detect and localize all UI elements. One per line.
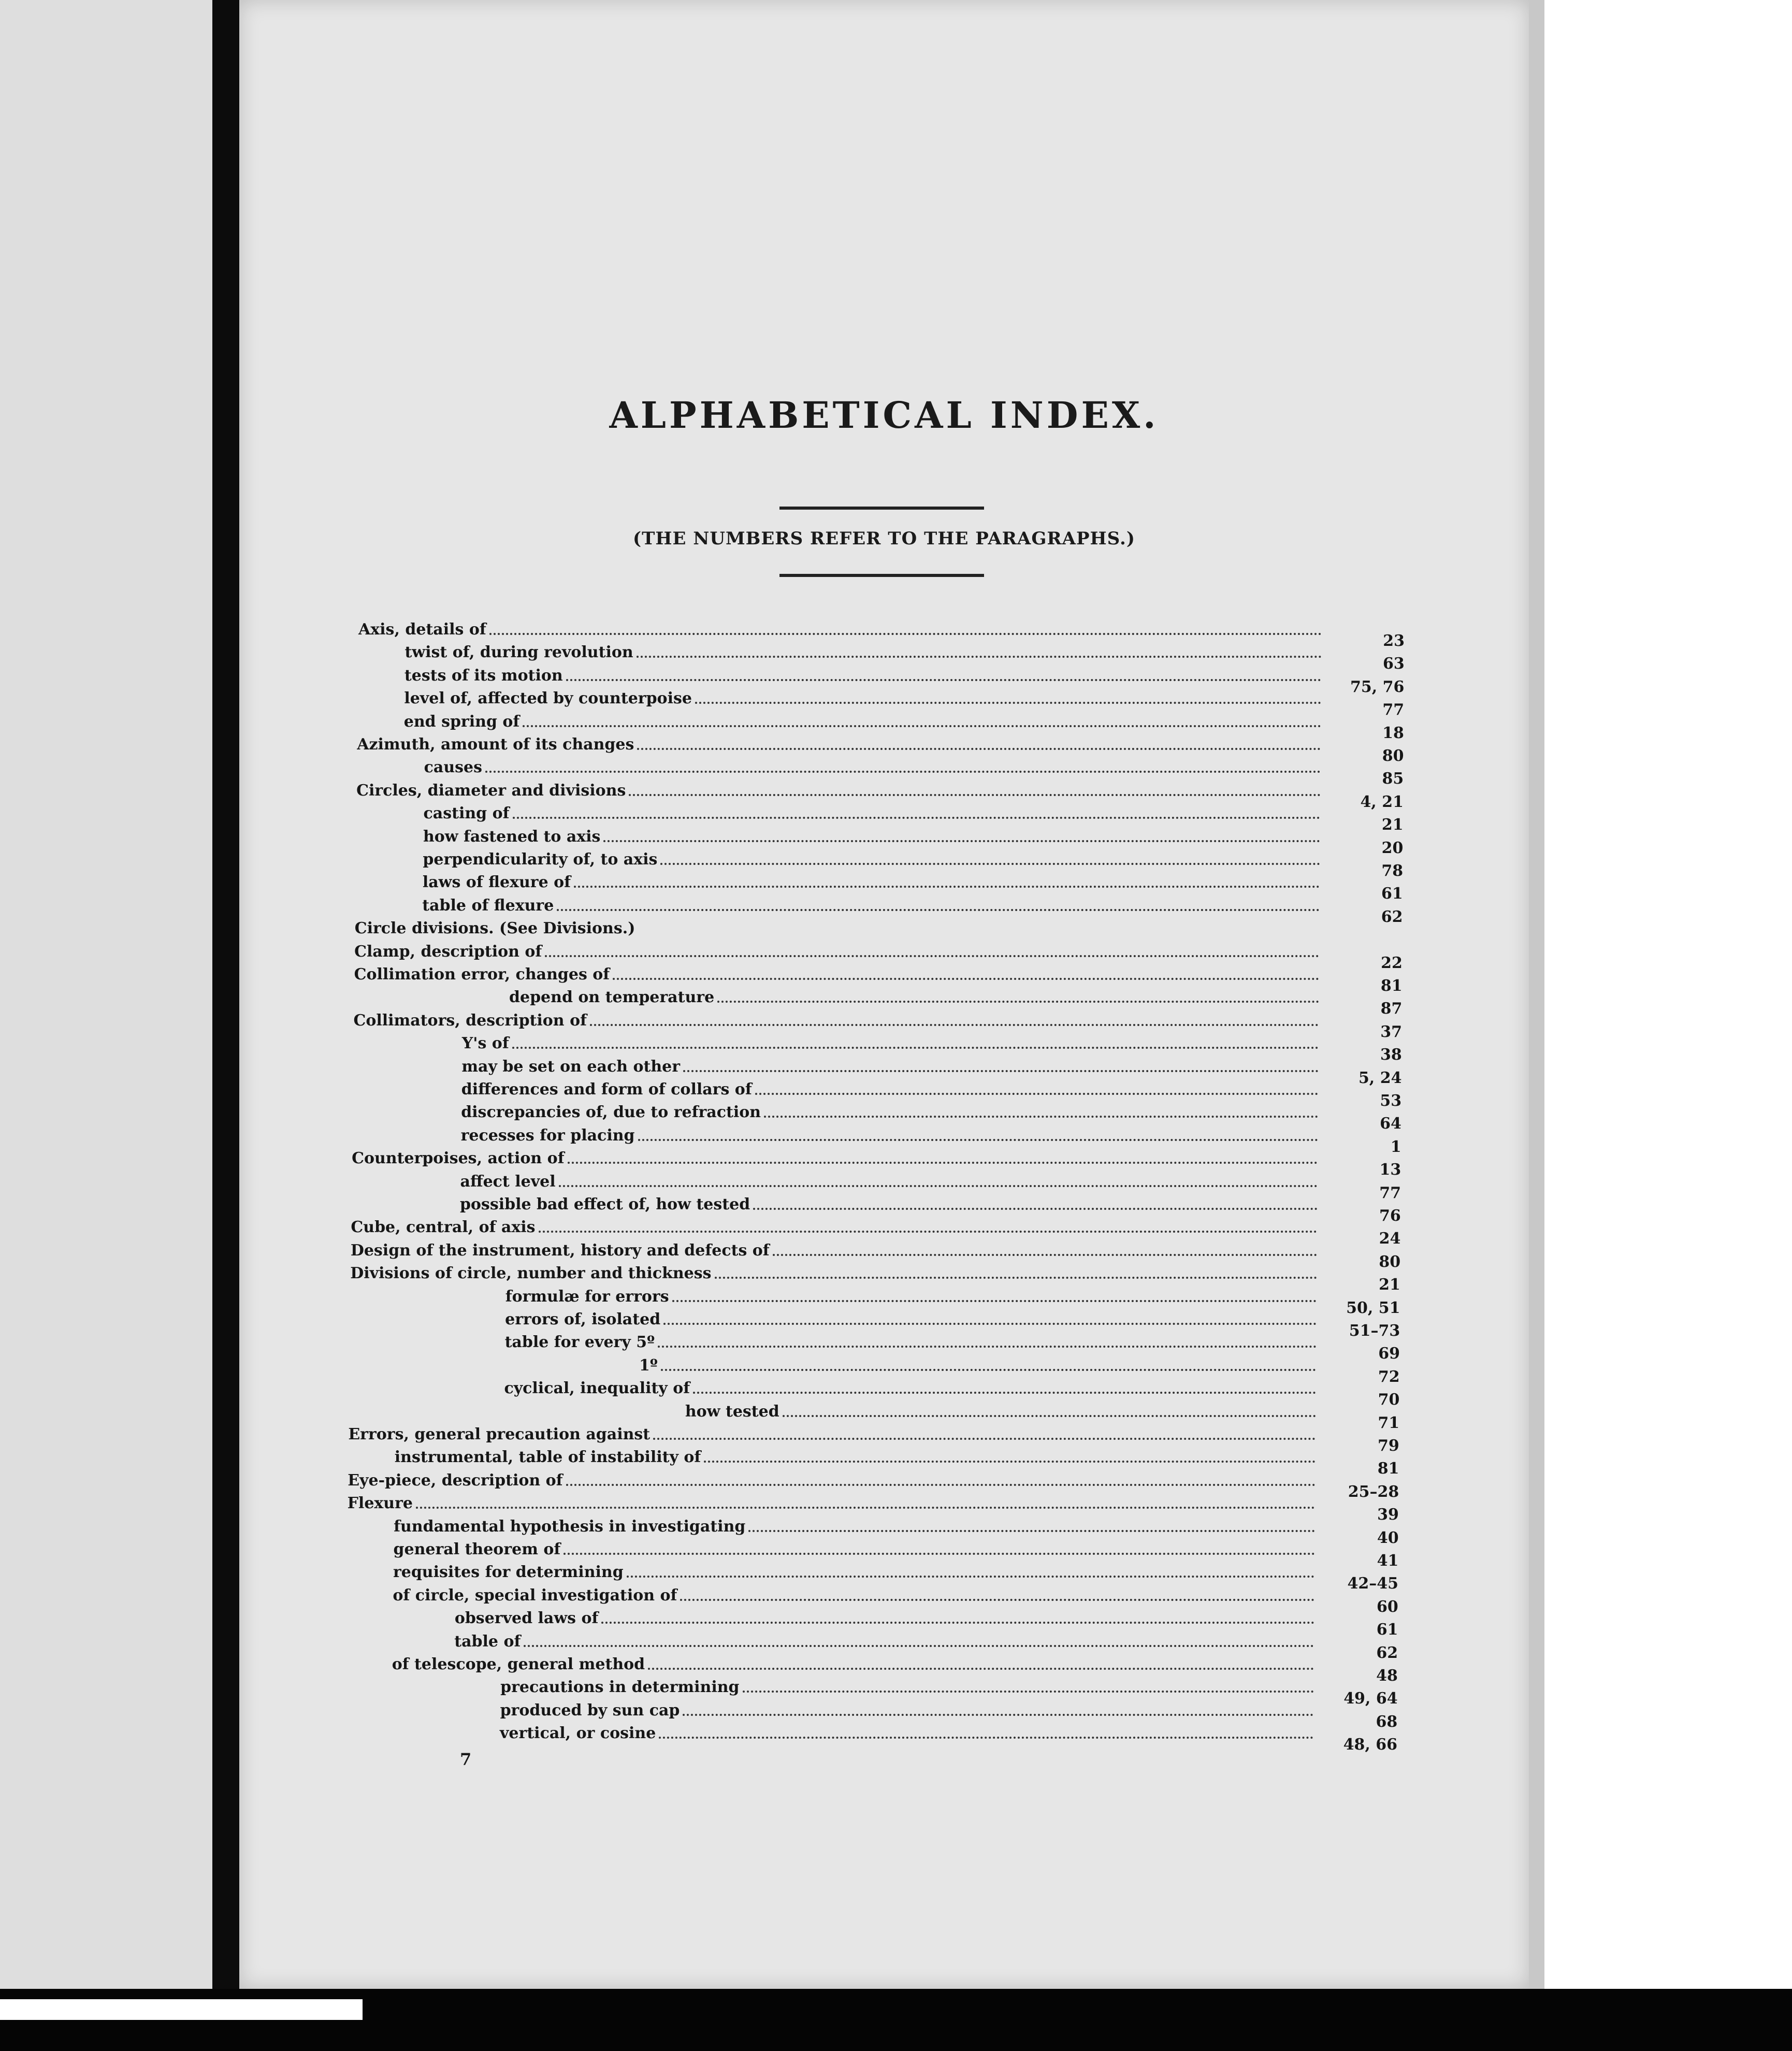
dot-leader — [416, 1507, 1315, 1509]
index-term: possible bad effect of, how tested — [459, 1195, 750, 1214]
index-paragraph-number: 24 — [1379, 1230, 1401, 1248]
dot-leader — [566, 1484, 1316, 1486]
dot-leader — [523, 725, 1321, 727]
dot-leader — [513, 817, 1321, 819]
index-paragraph-number: 42–45 — [1347, 1575, 1399, 1593]
dot-leader — [683, 1714, 1313, 1716]
index-paragraph-number: 80 — [1379, 1252, 1401, 1271]
index-term: produced by sun cap — [500, 1701, 680, 1720]
index-term: Clamp, description of — [354, 942, 542, 961]
index-term: Counterpoises, action of — [352, 1149, 565, 1168]
index-term: Eye-piece, description of — [348, 1471, 563, 1490]
index-entry — [357, 733, 1326, 756]
dot-leader — [539, 1231, 1318, 1233]
index-paragraph-number: 85 — [1382, 770, 1404, 788]
dot-leader — [574, 886, 1320, 888]
index-paragraph-number: 4, 21 — [1360, 792, 1404, 811]
index-term: general theorem of — [393, 1540, 561, 1558]
index-term: end spring of — [403, 712, 520, 731]
index-paragraph-number: 60 — [1377, 1597, 1398, 1616]
dot-leader — [489, 633, 1322, 635]
index-term: of telescope, general method — [392, 1655, 645, 1673]
index-paragraph-number: 77 — [1379, 1183, 1401, 1202]
index-paragraph-number: 50, 51 — [1346, 1298, 1400, 1317]
index-paragraph-number: 63 — [1382, 655, 1405, 673]
dot-leader — [773, 1254, 1317, 1256]
index-entry — [685, 1400, 1321, 1423]
index-term: perpendicularity of, to axis — [423, 850, 658, 869]
index-paragraph-number: 18 — [1382, 724, 1404, 742]
index-term: how tested — [685, 1402, 779, 1421]
index-entry — [404, 665, 1326, 687]
dot-leader — [638, 1139, 1318, 1141]
index-paragraph-number: 81 — [1377, 1460, 1399, 1478]
index-paragraph-number: 21 — [1381, 816, 1404, 834]
index-entry — [504, 1377, 1321, 1400]
index-entry — [460, 1193, 1323, 1216]
index-paragraph-number: 37 — [1380, 1022, 1403, 1041]
index-entry — [395, 1446, 1321, 1469]
index-paragraph-number: 38 — [1380, 1046, 1402, 1064]
index-term: table for every 5º — [504, 1333, 655, 1352]
index-entry — [454, 1630, 1319, 1653]
dot-leader — [660, 863, 1320, 865]
index-term: Cube, central, of axis — [351, 1218, 536, 1237]
index-term: depend on temperature — [509, 988, 715, 1007]
dot-leader — [753, 1208, 1317, 1210]
index-entry — [500, 1676, 1319, 1699]
index-term: Flexure — [347, 1494, 413, 1513]
index-term: requisites for determining — [393, 1563, 624, 1582]
index-entry — [423, 871, 1325, 894]
index-entry — [460, 1171, 1323, 1193]
index-term: Circles, diameter and divisions — [356, 781, 626, 800]
index-paragraph-number: 61 — [1381, 885, 1403, 903]
dot-leader — [653, 1438, 1316, 1440]
dot-leader — [717, 1001, 1319, 1003]
index-paragraph-number: 80 — [1382, 747, 1404, 765]
index-entry — [455, 1607, 1320, 1630]
index-entry — [505, 1286, 1322, 1308]
index-entry — [351, 1239, 1322, 1262]
dot-leader — [693, 1392, 1316, 1394]
index-term: discrepancies of, due to refraction — [461, 1103, 761, 1122]
index-paragraph-number: 22 — [1381, 954, 1403, 972]
index-entry — [505, 1331, 1322, 1354]
index-term: cyclical, inequality of — [504, 1379, 690, 1398]
index-paragraph-number: 40 — [1377, 1528, 1399, 1547]
dot-leader — [566, 679, 1322, 681]
index-entry — [505, 1308, 1322, 1331]
dot-leader — [704, 1461, 1316, 1463]
index-entry — [394, 1515, 1320, 1538]
index-entry — [424, 756, 1326, 779]
dot-leader — [683, 1070, 1319, 1072]
index-paragraph-number: 5, 24 — [1358, 1068, 1402, 1087]
index-paragraph-number: 77 — [1382, 701, 1405, 719]
index-entry — [424, 802, 1326, 825]
index-paragraph-number: 79 — [1378, 1437, 1399, 1455]
index-entry — [355, 917, 1325, 940]
dot-leader — [557, 909, 1320, 911]
dot-leader — [743, 1691, 1314, 1693]
index-term: fundamental hypothesis in investigating — [394, 1517, 746, 1536]
index-paragraph-number: 69 — [1378, 1345, 1400, 1363]
dot-leader — [715, 1277, 1317, 1279]
dot-leader — [603, 840, 1320, 842]
dot-leader — [648, 1668, 1314, 1670]
dot-leader — [695, 702, 1321, 704]
index-term: Y's of — [461, 1034, 509, 1053]
dot-leader — [629, 794, 1320, 796]
index-term: casting of — [423, 804, 510, 823]
index-term: Azimuth, amount of its changes — [357, 735, 634, 754]
index-entry — [352, 1147, 1323, 1170]
page-title: ALPHABETICAL INDEX. — [609, 394, 1159, 437]
dot-leader — [485, 771, 1321, 773]
index-paragraph-number: 20 — [1381, 839, 1404, 857]
index-term: differences and form of collars of — [461, 1080, 752, 1099]
index-paragraph-number: 23 — [1383, 632, 1405, 650]
dot-leader — [568, 1162, 1318, 1164]
index-term: causes — [424, 758, 483, 777]
dot-leader — [637, 748, 1321, 750]
index-entry — [348, 1492, 1321, 1515]
index-entry — [358, 618, 1327, 641]
index-term: formulæ for errors — [505, 1287, 669, 1306]
dot-leader — [512, 1047, 1319, 1049]
index-term: errors of, isolated — [505, 1310, 661, 1328]
index-entry — [461, 1078, 1324, 1101]
dot-leader — [637, 656, 1322, 658]
index-paragraph-number: 87 — [1380, 1000, 1403, 1018]
index-term: precautions in determining — [500, 1678, 740, 1697]
dot-leader — [627, 1576, 1315, 1578]
index-paragraph-number: 61 — [1376, 1621, 1398, 1639]
index-term: laws of flexure of — [422, 873, 571, 892]
index-paragraph-number: 78 — [1381, 862, 1404, 880]
index-paragraph-number: 64 — [1380, 1115, 1401, 1133]
index-paragraph-number: 48 — [1376, 1667, 1398, 1685]
index-entry — [393, 1584, 1320, 1607]
index-entry — [500, 1722, 1319, 1745]
index-entry — [404, 711, 1326, 733]
index-paragraph-number: 81 — [1380, 977, 1403, 995]
index-entry — [354, 941, 1324, 963]
index-term: Collimators, description of — [353, 1011, 587, 1030]
index-paragraph-number: 1 — [1390, 1137, 1401, 1156]
index-entry — [423, 826, 1325, 848]
index-entry — [348, 1469, 1320, 1492]
index-paragraph-number: 25–28 — [1348, 1482, 1399, 1501]
index-paragraph-number: 41 — [1377, 1552, 1399, 1570]
dot-leader — [748, 1530, 1315, 1532]
dot-leader — [755, 1093, 1319, 1095]
index-term: table of — [454, 1632, 521, 1651]
dot-leader — [680, 1599, 1314, 1601]
index-entry — [462, 1032, 1324, 1055]
index-entry — [423, 848, 1325, 871]
index-paragraph-number: 51–73 — [1349, 1322, 1400, 1340]
index-entry — [461, 1101, 1323, 1124]
index-entry — [350, 1262, 1322, 1285]
index-entry — [509, 986, 1324, 1009]
index-entry — [461, 1056, 1323, 1078]
index-term: 1º — [639, 1356, 658, 1375]
index-paragraph-number: 21 — [1379, 1276, 1400, 1294]
index-entry — [348, 1423, 1321, 1446]
index-term: tests of its motion — [404, 666, 563, 685]
dot-leader — [672, 1300, 1317, 1302]
index-term: level of, affected by counterpoise — [404, 689, 692, 708]
index-paragraph-number: 53 — [1380, 1092, 1402, 1110]
index-entry — [354, 963, 1324, 986]
dot-leader — [658, 1346, 1317, 1348]
dot-leader — [783, 1415, 1316, 1417]
index-term: table of flexure — [422, 896, 554, 915]
index-paragraph-number: 62 — [1381, 907, 1403, 926]
dot-leader — [663, 1323, 1317, 1325]
dot-leader — [659, 1737, 1313, 1739]
dot-leader — [590, 1024, 1319, 1026]
dot-leader — [601, 1622, 1314, 1624]
index-entry — [500, 1699, 1319, 1722]
index-term: observed laws of — [454, 1609, 599, 1628]
index-entry — [404, 687, 1326, 710]
index-paragraph-number: 72 — [1378, 1367, 1400, 1386]
index-entry — [353, 1009, 1324, 1032]
index-entry — [422, 894, 1325, 917]
signature-mark: 7 — [460, 1750, 472, 1769]
index-paragraph-number: 49, 64 — [1343, 1689, 1398, 1708]
index-term: instrumental, table of instability of — [394, 1448, 701, 1467]
index-term: Errors, general precaution against — [348, 1425, 651, 1443]
index-term: recesses for placing — [460, 1126, 635, 1145]
index-term: affect level — [460, 1172, 556, 1191]
index-term: Circle divisions. (See Divisions.) — [354, 919, 635, 938]
index-term: Collimation error, changes of — [354, 965, 610, 984]
index-paragraph-number: 13 — [1379, 1161, 1401, 1179]
index-entry — [404, 641, 1326, 664]
index-term: Design of the instrument, history and defects of — [350, 1241, 770, 1260]
index-entry — [356, 779, 1326, 802]
index-entry — [461, 1124, 1323, 1147]
index-term: Axis, details of — [358, 620, 486, 639]
index-paragraph-number: 71 — [1378, 1413, 1400, 1432]
index-paragraph-number: 76 — [1379, 1207, 1401, 1225]
dot-leader — [764, 1116, 1318, 1118]
index-paragraph-number: 48, 66 — [1343, 1736, 1397, 1754]
index-entry — [392, 1653, 1319, 1676]
index-paragraph-number: 62 — [1376, 1643, 1398, 1662]
index-entry — [351, 1216, 1322, 1239]
index-entry — [394, 1538, 1320, 1561]
index-paragraph-number: 75, 76 — [1350, 677, 1405, 696]
index-paragraph-number: 39 — [1377, 1506, 1399, 1524]
index-term: Divisions of circle, number and thickness — [350, 1264, 712, 1283]
dot-leader — [524, 1645, 1314, 1647]
index-note: (THE NUMBERS REFER TO THE PARAGRAPHS.) — [633, 528, 1135, 549]
dot-leader — [613, 978, 1319, 980]
index-term: how fastened to axis — [423, 827, 601, 846]
index-paragraph-number: 68 — [1376, 1712, 1398, 1731]
index-entry — [639, 1354, 1321, 1377]
index-term: of circle, special investigation of — [393, 1586, 677, 1605]
dot-leader — [563, 1553, 1314, 1555]
index-entry — [393, 1561, 1320, 1584]
index-paragraph-number: 70 — [1378, 1391, 1400, 1409]
dot-leader — [661, 1369, 1316, 1371]
index-term: twist of, during revolution — [404, 643, 633, 662]
dot-leader — [545, 955, 1319, 957]
index-term: may be set on each other — [461, 1057, 681, 1076]
dot-leader — [559, 1185, 1318, 1187]
index-term: vertical, or cosine — [500, 1724, 656, 1743]
